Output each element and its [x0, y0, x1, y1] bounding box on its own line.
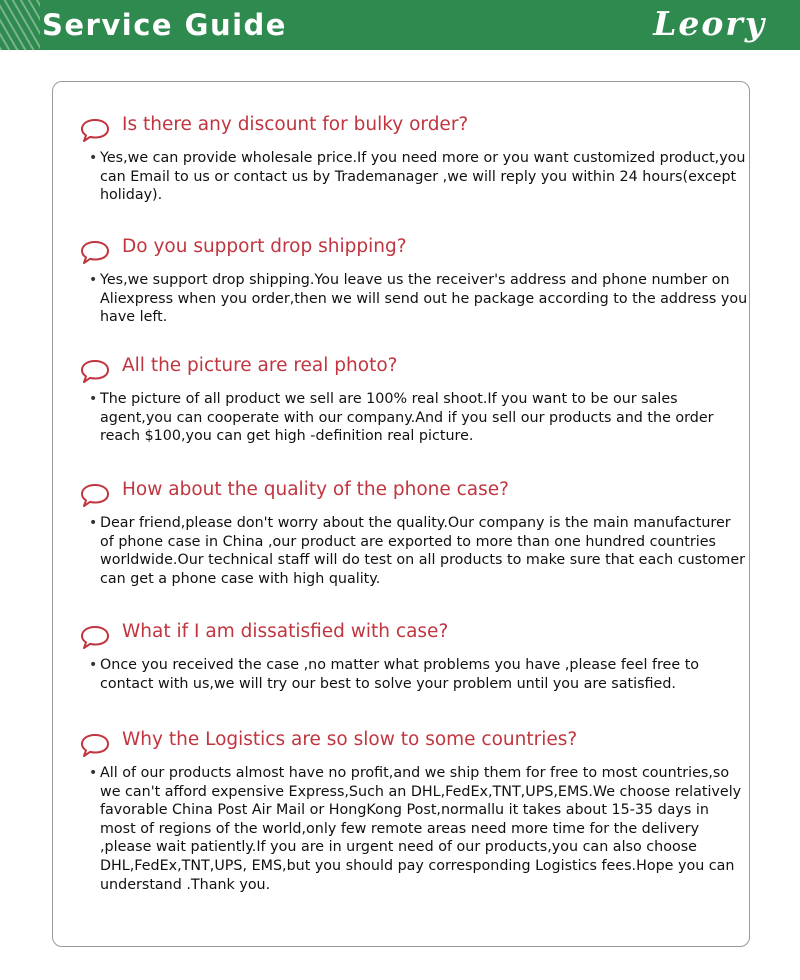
header-banner [0, 0, 800, 50]
brand-logo: Leory [653, 4, 766, 43]
bullet: • [89, 765, 98, 781]
faq-answer: Dear friend,please don't worry about the quality.Our company is the main manufacturer of phone case in China ,our product are exported to more than one hundred countries worldwide.Our technical staff will do test on all products to make sure that each customer can get a phone case with high quality. [100, 515, 746, 587]
faq-item [80, 236, 750, 327]
faq-question: Do you support drop shipping? [122, 236, 407, 257]
faq-answer: Once you received the case ,no matter what problems you have ,please feel free to contact with us,we will try our best to solve your problem until you are satisfied. [100, 657, 700, 692]
faq-answer: All of our products almost have no profit,and we ship them for free to most countries,so we can't afford expensive Express,Such an DHL,FedEx,TNT,UPS,EMS.We choose relatively favorable China Post Air Mail or HongKong Post,normallu it takes about 15-35 days in most of regions of the world,only few remote areas need more time for the delivery ,please wait patiently.If you are in urgent need of our products,you can also choose DHL,FedEx,TNT,UPS, EMS,but you should pay corresponding Logistics fees.Hope you can understand .Thank you. [100, 765, 742, 893]
bullet: • [89, 657, 98, 673]
faq-question: Is there any discount for bulky order? [122, 114, 469, 135]
speech-bubble-icon [80, 240, 110, 266]
faq-item [80, 355, 750, 446]
faq-question: How about the quality of the phone case? [122, 479, 509, 500]
faq-item [80, 729, 750, 894]
bullet: • [89, 515, 98, 531]
speech-bubble-icon [80, 483, 110, 509]
banner-stripes [0, 0, 40, 50]
bullet: • [89, 150, 98, 166]
faq-answer: Yes,we support drop shipping.You leave us the receiver's address and phone number on Aliexpress when you order,then we will send out he package according to the address you have left. [100, 272, 748, 326]
faq-answer: Yes,we can provide wholesale price.If you need more or you want customized product,you can Email to us or contact us by Trademanager ,we will reply you within 24 hours(except holiday). [100, 150, 746, 204]
speech-bubble-icon [80, 625, 110, 651]
speech-bubble-icon [80, 359, 110, 385]
page-title: Service Guide [42, 8, 287, 42]
faq-answer: The picture of all product we sell are 100% real shoot.If you want to be our sales agent,you can cooperate with our company.And if you sell our products and the order reach $100,you can get high -definition real picture. [100, 391, 714, 445]
faq-item [80, 479, 750, 588]
faq-question: What if I am dissatisfied with case? [122, 621, 449, 642]
bullet: • [89, 391, 98, 407]
bullet: • [89, 272, 98, 288]
speech-bubble-icon [80, 118, 110, 144]
faq-item [80, 621, 750, 693]
faq-question: All the picture are real photo? [122, 355, 398, 376]
faq-item [80, 114, 750, 205]
speech-bubble-icon [80, 733, 110, 759]
faq-question: Why the Logistics are so slow to some countries? [122, 729, 578, 750]
